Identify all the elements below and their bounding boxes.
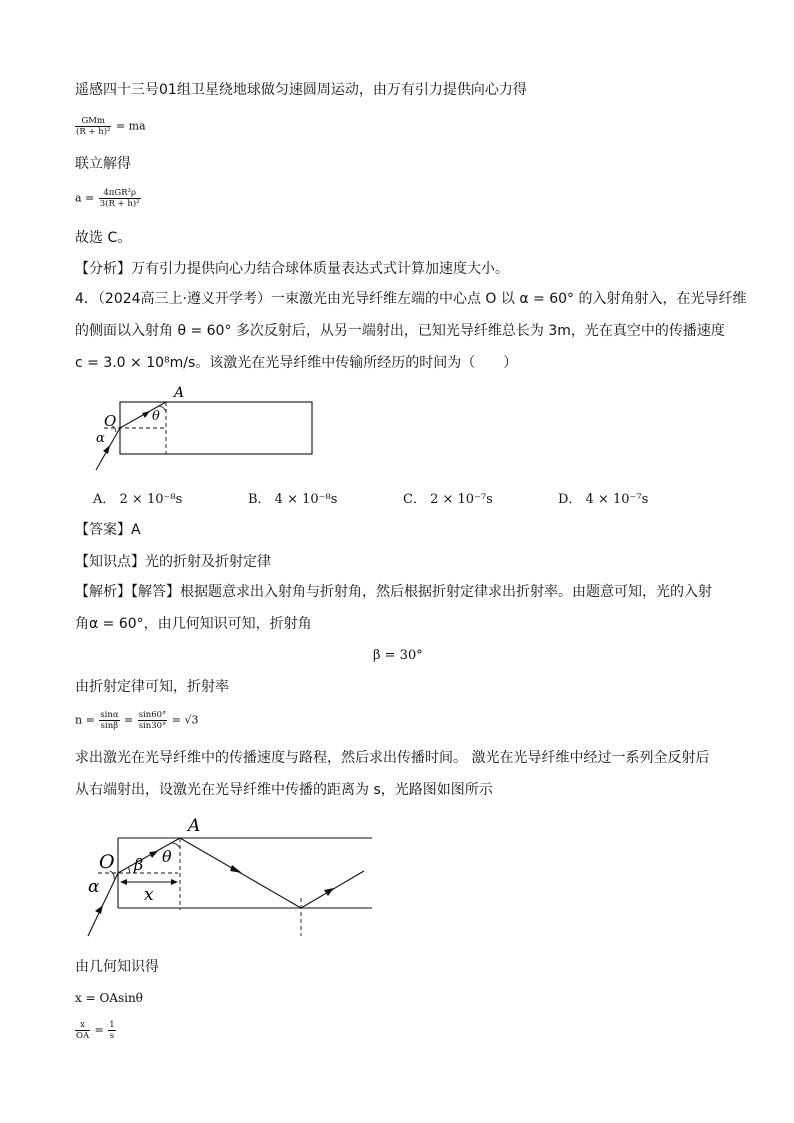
option-a: A． 2 × 10⁻⁸s	[93, 492, 183, 507]
equation-acceleration: a = $\frac{\text{4πGR³ρ}}{\text{3(R + h)²}}$	[75, 188, 140, 209]
arrow-icon	[120, 879, 127, 885]
label-a: A	[188, 816, 201, 836]
option-d: D． 4 × 10⁻⁷s	[558, 492, 649, 507]
equation-x: x = OAsinθ	[75, 991, 143, 1005]
arrow-icon	[149, 851, 158, 858]
equation-ratio: $\frac{x}{OA}$ = $\frac{1}{s}$	[76, 1020, 115, 1041]
label-alpha: α	[88, 877, 100, 897]
text-line: 遥感四十三号01组卫星绕地球做匀速圆周运动，由万有引力提供向心力得	[75, 82, 527, 98]
label-theta: θ	[152, 409, 160, 424]
text-line: 从右端射出，设激光在光导纤维中传播的距离为 s，光路图如图所示	[75, 782, 493, 798]
label-beta: β	[134, 855, 144, 874]
label-o: O	[99, 851, 115, 873]
equation-refraction: n = $\frac{\sin\alpha}{\sin\beta}$ = $\frac{\sin 60^\circ}{\sin 30^\circ}$ = √3	[75, 710, 199, 731]
arrow-icon	[103, 445, 110, 454]
label-a: A	[174, 385, 185, 401]
question-line: 4．（2024高三上·遵义开学考）一束激光由光导纤维左端的中心点 O 以 α = 60° 的入射角射入，在光导纤维	[75, 291, 747, 307]
fiber-diagram-solution	[80, 812, 380, 942]
question-line: c = 3.0 × 10⁸m/s。该激光在光导纤维中传输所经历的时间为（ ）	[75, 355, 518, 371]
text-line: 由折射定律可知，折射率	[75, 679, 229, 695]
label-o: O	[104, 412, 117, 430]
label-alpha: α	[96, 431, 105, 446]
knowledge-point: 【知识点】光的折射及折射定律	[75, 554, 271, 570]
analysis-line: 角α = 60°，由几何知识可知，折射角	[75, 616, 312, 632]
answer: 【答案】A	[75, 522, 141, 538]
fraction: $\frac{x}{OA}$	[76, 1020, 90, 1041]
fiber-diagram-question	[88, 382, 328, 478]
reflected-ray	[180, 838, 301, 908]
fraction: $\frac{1}{s}$	[109, 1020, 115, 1041]
fraction: $\frac{\sin 60^\circ}{\sin 30^\circ}$	[138, 710, 167, 731]
fraction: $\frac{\text{4πGR³ρ}}{\text{3(R + h)²}}$	[99, 188, 140, 209]
arrow-icon	[171, 879, 178, 885]
fraction: $\frac{\sin\alpha}{\sin\beta}$	[100, 710, 119, 731]
text-line: 由几何知识得	[75, 959, 159, 975]
option-c: C． 2 × 10⁻⁷s	[403, 492, 493, 507]
fraction: $\frac{\text{GMm}}{\text{(R + h)²}}$	[76, 116, 111, 137]
analysis-summary: 【分析】万有引力提供向心力结合球体质量表达式式计算加速度大小。	[75, 261, 509, 277]
arrow-icon	[95, 905, 103, 914]
option-b: B． 4 × 10⁻⁸s	[248, 492, 338, 507]
arrow-icon	[324, 888, 334, 896]
beta-equation: β = 30°	[373, 648, 423, 663]
text-line: 求出激光在光导纤维中的传播速度与路程，然后求出传播时间。 激光在光导纤维中经过一系列全反射后	[75, 750, 710, 766]
arrow-icon	[142, 411, 150, 418]
analysis-line: 【解析】【解答】根据题意求出入射角与折射角，然后根据折射定律求出折射率。由题意可知，光的入射	[75, 584, 712, 600]
text-line: 故选 C。	[75, 230, 132, 246]
angle-arc	[128, 867, 130, 873]
text-line: 联立解得	[75, 156, 131, 172]
label-theta: θ	[162, 847, 172, 866]
label-x: x	[144, 885, 154, 905]
equation-gravity: $\frac{\text{GMm}}{\text{(R + h)²}}$ = ma	[76, 116, 146, 137]
question-line: 的侧面以入射角 θ = 60° 多次反射后，从另一端射出，已知光导纤维总长为 3m，光在真空中的传播速度	[75, 323, 725, 339]
arrow-icon	[230, 865, 242, 873]
